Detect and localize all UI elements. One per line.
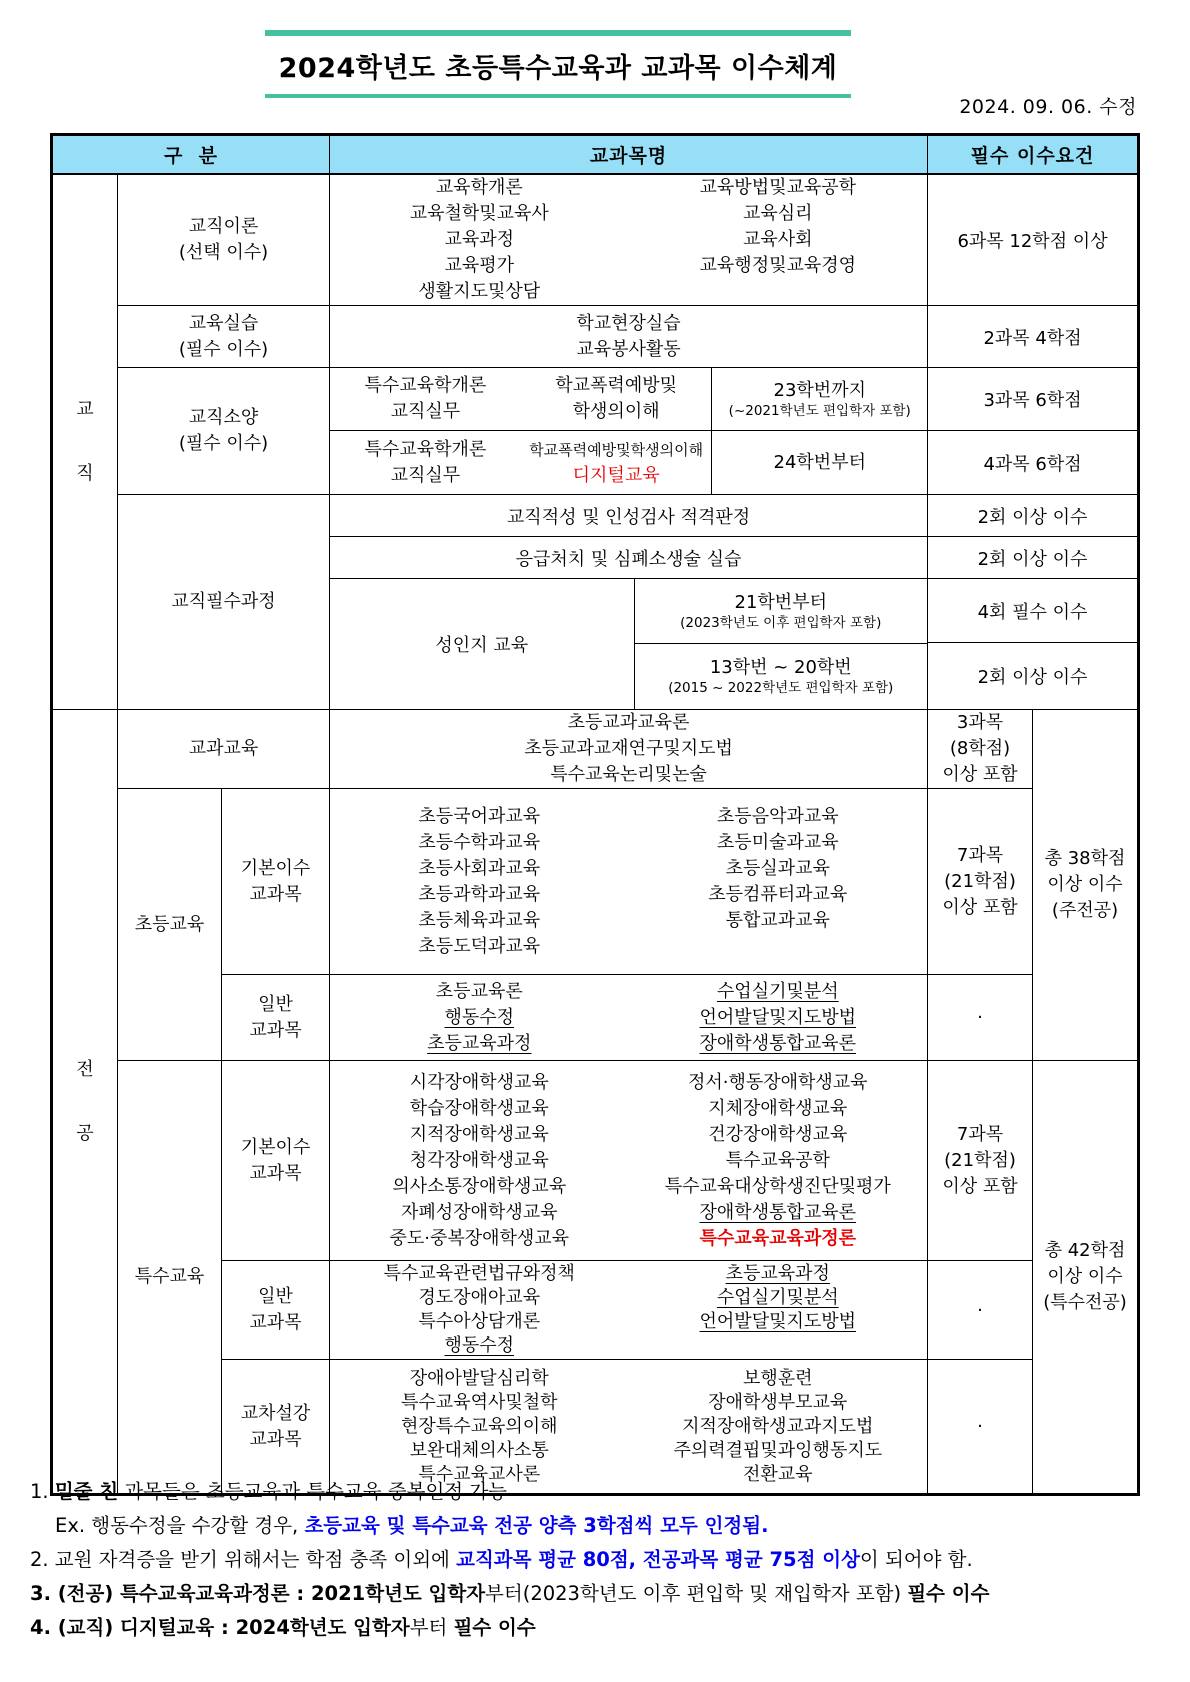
courses-elementary-general — [330, 975, 928, 1061]
courses-practicum — [330, 306, 928, 368]
course-list-right: 초등음악과교육 초등미술과교육 초등실과교육 초등컴퓨터과교육 통합교과교육 — [708, 805, 848, 931]
category-theory: 교직이론 (선택 이수) — [118, 174, 330, 306]
req-aptitude: 2회 이상 이수 — [928, 495, 1139, 537]
req-special-general: · — [928, 1261, 1033, 1360]
page-title: 2024학년도 초등특수교육과 교과목 이수체계 — [278, 53, 838, 84]
course-list-right: 학교폭력예방및 학생의이해 — [555, 375, 677, 422]
row-special-basic — [52, 1061, 1139, 1261]
title-block — [265, 30, 851, 98]
course-list: 학교현장실습 교육봉사활동 — [576, 312, 681, 360]
course-list-left: 교육학개론 교육철학및교육사 교육과정 교육평가 생활지도및상담 — [409, 177, 549, 302]
cohort-note: (2023학년도 이후 편입학자 포함) — [680, 614, 882, 631]
req-practicum: 2과목 4학점 — [928, 306, 1139, 368]
category-practicum: 교육실습 (필수 이수) — [118, 306, 330, 368]
course-list-left: 초등교육론 행동수정 초등교육과정 — [427, 980, 532, 1054]
course-cpr: 응급처치 및 심폐소생술 실습 — [330, 537, 928, 579]
req-gender-1: 4회 필수 이수 — [928, 579, 1139, 643]
cohort-soyang-1 — [712, 368, 927, 430]
category-elementary: 초등교육 — [118, 789, 222, 1061]
req-gyogwa: 3과목 (8학점) 이상 포함 — [928, 710, 1033, 789]
footnotes — [30, 1480, 1170, 1650]
category-special: 특수교육 — [118, 1061, 222, 1495]
course-list-left: 시각장애학생교육 학습장애학생교육 지적장애학생교육 청각장애학생교육 의사소통장애학생교육 자폐성장애학생교육 중도·중복장애학생교육 — [389, 1071, 570, 1249]
subcategory-special-general: 일반 교과목 — [222, 1261, 330, 1360]
subcategory-special-basic: 기본이수 교과목 — [222, 1061, 330, 1261]
gender-education-label: 성인지 교육 — [330, 579, 634, 709]
courses-special-basic — [330, 1061, 928, 1261]
courses-theory — [330, 174, 928, 306]
cohort-note: (2015 ~ 2022학년도 편입학자 포함) — [668, 680, 894, 696]
course-list-left: 특수교육학개론 교직실무 — [364, 375, 487, 422]
req-gender-2: 2회 이상 이수 — [928, 643, 1139, 710]
curriculum-table — [50, 133, 1140, 1496]
col-header-course-name: 교과목명 — [330, 135, 928, 175]
note-2: 2. 교원 자격증을 받기 위해서는 학점 충족 이외에 교직과목 평균 80점, 전공과목 평균 75점 이상이 되어야 함. — [30, 1548, 973, 1571]
cohort-text: 13학번 ~ 20학번 — [709, 657, 852, 678]
category-required-course: 교직필수과정 — [118, 495, 330, 710]
course-list-left: 특수교육관련법규와정책 경도장애아교육 특수아상담개론 행동수정 — [383, 1263, 575, 1356]
course-list-right: 보행훈련 장애학생부모교육 지적장애학생교과지도법 주의력결핍및과잉행동지도 전환교육 — [673, 1367, 883, 1485]
cell-gender-education — [330, 579, 928, 710]
course-list-left: 장애아발달심리학 특수교육역사및철학 현장특수교육의이해 보완대체의사소통 특수교육교사론 — [401, 1367, 558, 1485]
req-special-cross: · — [928, 1360, 1033, 1495]
section-label-jeongong: 전 공 — [52, 710, 118, 1495]
row-elementary-basic — [52, 789, 1139, 975]
subcategory-elementary-general: 일반 교과목 — [222, 975, 330, 1061]
gender-cohort-2 — [635, 644, 928, 709]
row-gyogwa — [52, 710, 1139, 789]
category-soyang: 교직소양 (필수 이수) — [118, 368, 330, 495]
courses-special-cross — [330, 1360, 928, 1495]
course-list-left: 특수교육학개론 교직실무 — [364, 438, 487, 486]
cohort-soyang-2 — [712, 431, 927, 494]
courses-soyang-1 — [330, 368, 928, 431]
req-elementary-basic: 7과목 (21학점) 이상 포함 — [928, 789, 1033, 975]
course-list-right: 교육방법및교육공학 교육심리 교육사회 교육행정및교육경영 — [699, 177, 857, 276]
course-list-right: 수업실기및분석 언어발달및지도방법 장애학생통합교육론 — [699, 980, 857, 1054]
gender-cohort-1 — [635, 579, 928, 644]
course-list-right: 학교폭력예방및학생의이해 디지털교육 — [529, 440, 704, 486]
subcategory-elementary-basic: 기본이수 교과목 — [222, 789, 330, 975]
cohort-text: 21학번부터 — [734, 591, 827, 613]
req-cpr: 2회 이상 이수 — [928, 537, 1139, 579]
row-aptitude — [52, 495, 1139, 537]
note-4: 4. (교직) 디지털교육 : 2024학년도 입학자부터 필수 이수 — [30, 1616, 536, 1639]
col-header-requirement: 필수 이수요건 — [928, 135, 1139, 175]
total-major-special: 총 42학점 이상 이수 (특수전공) — [1033, 1061, 1139, 1495]
req-soyang-1: 3과목 6학점 — [928, 368, 1139, 431]
note-1-example: Ex. 행동수정을 수강할 경우, 초등교육 및 특수교육 전공 양측 3학점씩 모두 인정됨. — [55, 1514, 769, 1537]
req-soyang-2: 4과목 6학점 — [928, 431, 1139, 495]
cohort-text: 23학번까지 — [773, 379, 866, 401]
category-gyogwa: 교과교육 — [118, 710, 330, 789]
req-special-basic: 7과목 (21학점) 이상 포함 — [928, 1061, 1033, 1261]
course-list-right: 정서·행동장애학생교육 지체장애학생교육 건강장애학생교육 특수교육공학 특수교육대상학생진단및평가 장애학생통합교육론 특수교육교육과정론 — [664, 1071, 891, 1249]
course-list-right: 초등교육과정 수업실기및분석 언어발달및지도방법 — [699, 1263, 857, 1332]
row-theory — [52, 174, 1139, 306]
course-list: 초등교과교육론 초등교과교재연구및지도법 특수교육논리및논술 — [524, 712, 733, 785]
section-label-gyojik: 교 직 — [52, 174, 118, 710]
revision-date: 2024. 09. 06. 수정 — [959, 96, 1137, 118]
total-major-elementary: 총 38학점 이상 이수 (주전공) — [1033, 710, 1139, 1061]
req-theory: 6과목 12학점 이상 — [928, 174, 1139, 306]
courses-special-general — [330, 1261, 928, 1360]
note-3: 3. (전공) 특수교육교육과정론 : 2021학년도 입학자부터(2023학년도 이후 편입학 및 재입학자 포함) 필수 이수 — [30, 1582, 990, 1605]
courses-gyogwa — [330, 710, 928, 789]
course-aptitude: 교직적성 및 인성검사 적격판정 — [330, 495, 928, 537]
row-soyang-1 — [52, 368, 1139, 431]
cohort-text: 24학번부터 — [773, 451, 866, 473]
col-header-category: 구 분 — [52, 135, 330, 175]
row-practicum — [52, 306, 1139, 368]
course-list-left: 초등국어과교육 초등수학과교육 초등사회과교육 초등과학과교육 초등체육과교육 초등도덕과교육 — [418, 805, 541, 957]
courses-elementary-basic — [330, 789, 928, 975]
courses-soyang-2 — [330, 431, 928, 495]
subcategory-special-cross: 교차설강 교과목 — [222, 1360, 330, 1495]
note-1: 1. 밑줄 친 과목들은 초등교육과 특수교육 중복인정 가능 — [30, 1480, 508, 1503]
table-header-row — [52, 135, 1139, 175]
cohort-note: (~2021학년도 편입학자 포함) — [728, 402, 911, 419]
req-elementary-general: · — [928, 975, 1033, 1061]
